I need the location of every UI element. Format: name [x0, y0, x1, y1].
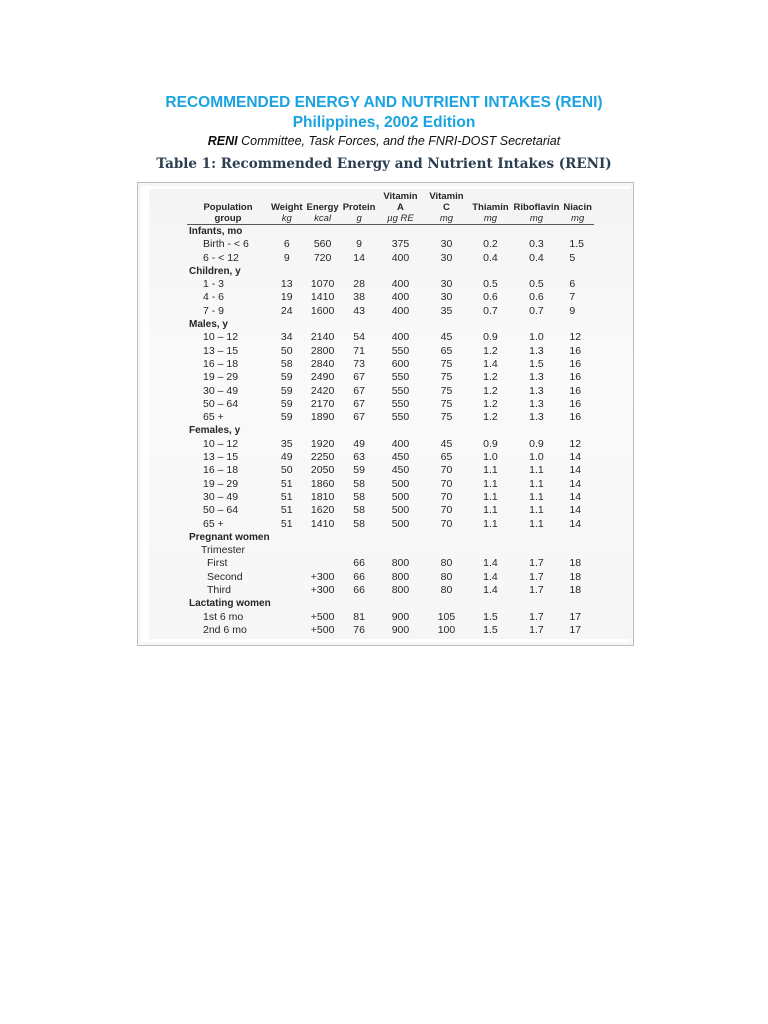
- row-label: 65 +: [203, 517, 224, 530]
- cell-value: 38: [353, 291, 365, 304]
- cell-value: 16: [569, 411, 582, 424]
- cell-value: 1.4: [483, 570, 498, 583]
- cell-value: 400: [391, 251, 410, 264]
- row-label: 10 – 12: [203, 331, 239, 344]
- cell-value: +500: [310, 623, 335, 636]
- group-label: Infants, mo: [189, 226, 243, 237]
- cell-value: 1.4: [483, 584, 498, 597]
- cell-value: 63: [353, 451, 365, 464]
- cell-value: +300: [310, 570, 335, 583]
- cell-value: 1600: [310, 304, 335, 317]
- cell-value: 0.7: [529, 304, 544, 317]
- row-label: 7 - 9: [203, 304, 225, 317]
- table-group-row: [187, 265, 594, 278]
- cell-value: 1.4: [483, 557, 498, 570]
- cell-value: 900: [391, 610, 410, 623]
- cell-value: 76: [353, 623, 365, 636]
- cell-value: 19: [280, 291, 293, 304]
- table-group-row: [187, 318, 594, 331]
- cell-value: 5: [569, 251, 576, 264]
- column-header-name: Niacin: [563, 202, 592, 213]
- row-label: 13 – 15: [203, 451, 239, 464]
- column-header-unit: mg: [529, 213, 544, 224]
- column-header-unit: mg: [439, 213, 454, 224]
- cell-value: 14: [569, 517, 582, 530]
- cell-value: 75: [440, 371, 453, 384]
- table-row: [187, 345, 594, 358]
- cell-value: +500: [310, 610, 335, 623]
- cell-value: 18: [569, 570, 582, 583]
- column-header-name: Population group: [203, 202, 253, 224]
- cell-value: 12: [569, 331, 582, 344]
- row-label: Third: [207, 584, 231, 597]
- cell-value: 1.5: [529, 357, 544, 370]
- group-label: Lactating women: [189, 598, 271, 610]
- cell-value: 54: [353, 331, 365, 344]
- cell-value: 1.3: [529, 371, 544, 384]
- column-header-name: Protein: [342, 202, 376, 213]
- table-row: [187, 571, 594, 584]
- cell-value: 67: [353, 411, 365, 424]
- cell-value: 1.0: [529, 331, 544, 344]
- cell-value: 0.5: [483, 278, 498, 291]
- cell-value: 1.1: [529, 477, 544, 490]
- cell-value: [269, 624, 305, 637]
- cell-value: 16: [569, 397, 582, 410]
- column-header-name: Thiamin: [472, 202, 509, 213]
- cell-value: 2170: [310, 397, 335, 410]
- table-group-row: [187, 531, 594, 544]
- table-row: [187, 252, 594, 265]
- cell-value: 51: [280, 490, 293, 503]
- cell-value: 14: [569, 464, 582, 477]
- cell-value: 45: [440, 437, 453, 450]
- cell-value: 100: [437, 623, 456, 636]
- cell-value: 2420: [310, 384, 335, 397]
- cell-value: 58: [353, 477, 365, 490]
- cell-value: 105: [437, 610, 456, 623]
- cell-value: 0.9: [529, 437, 544, 450]
- row-label: 50 – 64: [203, 397, 239, 410]
- cell-value: 18: [569, 584, 582, 597]
- cell-value: 1.7: [529, 610, 544, 623]
- column-header-unit: mg: [483, 213, 498, 224]
- row-label: Second: [207, 570, 243, 583]
- column-header-name: Vitamin C: [429, 191, 464, 213]
- table-header-row: [187, 189, 594, 225]
- cell-value: 9: [356, 238, 362, 251]
- row-label: 19 – 29: [203, 477, 239, 490]
- row-label: Birth - < 6: [203, 238, 249, 251]
- cell-value: 400: [391, 291, 410, 304]
- cell-value: 1.5: [483, 610, 498, 623]
- cell-value: 70: [440, 504, 453, 517]
- column-header: [305, 189, 341, 225]
- cell-value: 1.0: [483, 451, 498, 464]
- cell-value: 51: [280, 477, 293, 490]
- cell-value: 14: [569, 490, 582, 503]
- cell-value: 30: [440, 278, 453, 291]
- group-label: Females, y: [189, 425, 241, 437]
- column-header-name: Weight: [271, 202, 303, 213]
- table-row: [187, 584, 594, 597]
- cell-value: 18: [569, 557, 582, 570]
- cell-value: 14: [569, 451, 582, 464]
- cell-value: 1.7: [529, 623, 544, 636]
- cell-value: 0.2: [483, 238, 498, 251]
- cell-value: 400: [391, 331, 410, 344]
- column-header-name: Riboflavin: [513, 202, 560, 213]
- column-header: [269, 189, 305, 225]
- cell-value: 66: [353, 570, 365, 583]
- row-label: 10 – 12: [203, 437, 239, 450]
- cell-value: 1.7: [529, 557, 544, 570]
- table-group-row: [187, 597, 594, 610]
- cell-value: 51: [280, 504, 293, 517]
- cell-value: 28: [353, 278, 365, 291]
- column-header-unit: kg: [281, 213, 292, 224]
- cell-value: 1.4: [483, 357, 498, 370]
- cell-value: 16: [569, 384, 582, 397]
- cell-value: 550: [391, 397, 410, 410]
- cell-value: 58: [353, 504, 365, 517]
- cell-value: 1.3: [529, 344, 544, 357]
- column-header-unit: g: [356, 213, 362, 224]
- cell-value: 0.4: [483, 251, 498, 264]
- cell-value: 35: [440, 304, 453, 317]
- column-header: [341, 189, 378, 225]
- document-authors: [0, 133, 768, 149]
- cell-value: 1.3: [529, 411, 544, 424]
- table-body: [187, 225, 594, 638]
- table-row: [187, 504, 594, 517]
- cell-value: 16: [569, 344, 582, 357]
- document-edition: Philippines, 2002 Edition: [292, 114, 476, 131]
- cell-value: 1.7: [529, 584, 544, 597]
- scanned-table-area: [149, 189, 633, 639]
- cell-value: 65: [440, 451, 453, 464]
- cell-value: 1.3: [529, 397, 544, 410]
- cell-value: 30: [440, 251, 453, 264]
- column-header-unit: µg RE: [387, 213, 414, 224]
- cell-value: 0.6: [529, 291, 544, 304]
- cell-value: 34: [280, 331, 293, 344]
- group-label: Pregnant women: [189, 531, 270, 543]
- cell-value: 800: [391, 557, 410, 570]
- cell-value: 9: [569, 304, 576, 317]
- cell-value: 1.2: [483, 371, 498, 384]
- group-label: Children, y: [189, 265, 241, 277]
- table-row: [187, 398, 594, 411]
- cell-value: 24: [280, 304, 293, 317]
- row-label: 13 – 15: [203, 344, 239, 357]
- cell-value: 720: [313, 251, 332, 264]
- cell-value: 50: [280, 464, 293, 477]
- cell-value: 14: [353, 251, 365, 264]
- table-row: [187, 238, 594, 251]
- cell-value: 1.1: [529, 517, 544, 530]
- table-row: [187, 371, 594, 384]
- cell-value: 1.1: [529, 490, 544, 503]
- group-label: Males, y: [189, 319, 228, 331]
- cell-value: 2250: [310, 451, 335, 464]
- row-label: 1st 6 mo: [203, 610, 244, 623]
- cell-value: 1.2: [483, 411, 498, 424]
- table-row: [187, 557, 594, 570]
- table-row: [187, 305, 594, 318]
- cell-value: 6: [283, 238, 290, 251]
- cell-value: 59: [280, 371, 293, 384]
- cell-value: 6: [569, 278, 576, 291]
- column-header: [469, 189, 511, 225]
- cell-value: 400: [391, 304, 410, 317]
- cell-value: 500: [391, 517, 410, 530]
- cell-value: 2140: [310, 331, 335, 344]
- cell-value: 1.5: [569, 238, 584, 251]
- cell-value: 0.9: [483, 437, 498, 450]
- column-header: [561, 189, 594, 225]
- cell-value: 1.5: [483, 623, 498, 636]
- row-label: 16 – 18: [203, 357, 239, 370]
- cell-value: 67: [353, 384, 365, 397]
- table-row: [187, 385, 594, 398]
- cell-value: 75: [440, 357, 453, 370]
- table-row: [187, 451, 594, 464]
- cell-value: 73: [353, 357, 365, 370]
- cell-value: 75: [440, 397, 453, 410]
- cell-value: 50: [280, 344, 293, 357]
- cell-value: 9: [283, 251, 290, 264]
- cell-value: 35: [280, 437, 293, 450]
- cell-value: 80: [440, 584, 453, 597]
- cell-value: 550: [391, 344, 410, 357]
- cell-value: 49: [353, 437, 365, 450]
- column-header-name: Energy: [306, 202, 339, 213]
- cell-value: 1.2: [483, 344, 498, 357]
- cell-value: 59: [280, 411, 293, 424]
- cell-value: 51: [280, 517, 293, 530]
- cell-value: 14: [569, 477, 582, 490]
- cell-value: 67: [353, 371, 365, 384]
- cell-value: 43: [353, 304, 365, 317]
- cell-value: 2800: [310, 344, 335, 357]
- cell-value: [269, 571, 305, 584]
- table-row: [187, 278, 594, 291]
- subgroup-label: Trimester: [201, 544, 245, 557]
- cell-value: 1410: [310, 291, 335, 304]
- cell-value: 67: [353, 397, 365, 410]
- cell-value: 1.1: [483, 490, 498, 503]
- row-label: 1 - 3: [203, 278, 225, 291]
- cell-value: 2490: [310, 371, 335, 384]
- table-row: [187, 411, 594, 424]
- cell-value: 7: [569, 291, 576, 304]
- cell-value: 16: [569, 357, 582, 370]
- cell-value: 70: [440, 490, 453, 503]
- cell-value: 14: [569, 504, 582, 517]
- cell-value: 1.1: [483, 477, 498, 490]
- column-header-name: Vitamin A: [383, 191, 418, 213]
- cell-value: [305, 557, 341, 570]
- table-row: [187, 464, 594, 477]
- cell-value: 1.2: [483, 397, 498, 410]
- cell-value: 2840: [310, 357, 335, 370]
- column-header: [377, 189, 423, 225]
- cell-value: 1.0: [529, 451, 544, 464]
- cell-value: 0.6: [483, 291, 498, 304]
- column-header-unit: mg: [571, 213, 585, 224]
- table-row: [187, 291, 594, 304]
- cell-value: 1.1: [483, 464, 498, 477]
- cell-value: 1410: [310, 517, 335, 530]
- column-header-unit: kcal: [314, 213, 332, 224]
- cell-value: 400: [391, 437, 410, 450]
- cell-value: 17: [569, 610, 582, 623]
- cell-value: 30: [440, 291, 453, 304]
- cell-value: 66: [353, 557, 365, 570]
- cell-value: 900: [391, 623, 410, 636]
- table-row: [187, 478, 594, 491]
- cell-value: 0.5: [529, 278, 544, 291]
- cell-value: 59: [280, 397, 293, 410]
- cell-value: 450: [391, 451, 410, 464]
- cell-value: 800: [391, 584, 410, 597]
- cell-value: 59: [353, 464, 365, 477]
- cell-value: 800: [391, 570, 410, 583]
- table-row: [187, 358, 594, 371]
- cell-value: 1.1: [483, 504, 498, 517]
- cell-value: 500: [391, 490, 410, 503]
- cell-value: [269, 611, 305, 624]
- cell-value: 550: [391, 371, 410, 384]
- cell-value: 65: [440, 344, 453, 357]
- cell-value: 12: [569, 437, 582, 450]
- table-row: [187, 518, 594, 531]
- row-label: 6 - < 12: [203, 251, 239, 264]
- cell-value: 0.9: [483, 331, 498, 344]
- document-title: RECOMMENDED ENERGY AND NUTRIENT INTAKES (RENI): [165, 94, 603, 111]
- cell-value: 71: [353, 344, 365, 357]
- table-row: [187, 544, 594, 557]
- cell-value: 1620: [310, 504, 335, 517]
- cell-value: 75: [440, 384, 453, 397]
- cell-value: 1890: [310, 411, 335, 424]
- cell-value: +300: [310, 584, 335, 597]
- cell-value: 500: [391, 477, 410, 490]
- cell-value: 0.3: [529, 238, 544, 251]
- cell-value: 58: [353, 517, 365, 530]
- cell-value: 66: [353, 584, 365, 597]
- cell-value: 0.7: [483, 304, 498, 317]
- cell-value: 58: [353, 490, 365, 503]
- cell-value: 500: [391, 504, 410, 517]
- column-header: [187, 189, 269, 225]
- cell-value: 560: [313, 238, 332, 251]
- cell-value: 400: [391, 278, 410, 291]
- table-row: [187, 624, 594, 637]
- row-label: First: [207, 557, 228, 570]
- cell-value: 550: [391, 384, 410, 397]
- cell-value: [269, 557, 305, 570]
- cell-value: 70: [440, 477, 453, 490]
- table-group-row: [187, 424, 594, 437]
- row-label: 50 – 64: [203, 504, 239, 517]
- cell-value: 600: [391, 357, 410, 370]
- cell-value: 1.1: [483, 517, 498, 530]
- row-label: 2nd 6 mo: [203, 623, 247, 636]
- cell-value: 30: [440, 238, 453, 251]
- cell-value: 450: [391, 464, 410, 477]
- table-row: [187, 491, 594, 504]
- cell-value: 1.1: [529, 464, 544, 477]
- cell-value: 1860: [310, 477, 335, 490]
- row-label: 30 – 49: [203, 384, 239, 397]
- authors-bold: RENI: [207, 134, 238, 148]
- cell-value: 13: [280, 278, 293, 291]
- authors-rest: Committee, Task Forces, and the FNRI-DOST Secretariat: [237, 134, 561, 148]
- cell-value: 70: [440, 517, 453, 530]
- cell-value: 58: [280, 357, 293, 370]
- row-label: 4 - 6: [203, 291, 225, 304]
- scanned-table-image: [137, 182, 634, 646]
- column-header: [423, 189, 469, 225]
- cell-value: 375: [391, 238, 410, 251]
- cell-value: 1920: [310, 437, 335, 450]
- table-group-row: [187, 225, 594, 239]
- cell-value: 49: [280, 451, 293, 464]
- column-header: [511, 189, 561, 225]
- cell-value: 70: [440, 464, 453, 477]
- cell-value: 45: [440, 331, 453, 344]
- cell-value: [269, 584, 305, 597]
- row-label: 19 – 29: [203, 371, 239, 384]
- row-label: 65 +: [203, 411, 224, 424]
- cell-value: 16: [569, 371, 582, 384]
- cell-value: 59: [280, 384, 293, 397]
- table-caption: Table 1: Recommended Energy and Nutrient Intakes (RENI): [156, 156, 612, 172]
- cell-value: 1.7: [529, 570, 544, 583]
- cell-value: 1070: [310, 278, 335, 291]
- cell-value: 80: [440, 557, 453, 570]
- table-row: [187, 331, 594, 344]
- cell-value: 550: [391, 411, 410, 424]
- cell-value: 1.3: [529, 384, 544, 397]
- cell-value: 0.4: [529, 251, 544, 264]
- cell-value: 17: [569, 623, 582, 636]
- cell-value: 1810: [310, 490, 335, 503]
- cell-value: 81: [353, 610, 365, 623]
- reni-table: [187, 189, 594, 637]
- row-label: 30 – 49: [203, 490, 239, 503]
- table-row: [187, 438, 594, 451]
- table-row: [187, 611, 594, 624]
- cell-value: 1.1: [529, 504, 544, 517]
- cell-value: 1.2: [483, 384, 498, 397]
- cell-value: 80: [440, 570, 453, 583]
- cell-value: 75: [440, 411, 453, 424]
- cell-value: 2050: [310, 464, 335, 477]
- row-label: 16 – 18: [203, 464, 239, 477]
